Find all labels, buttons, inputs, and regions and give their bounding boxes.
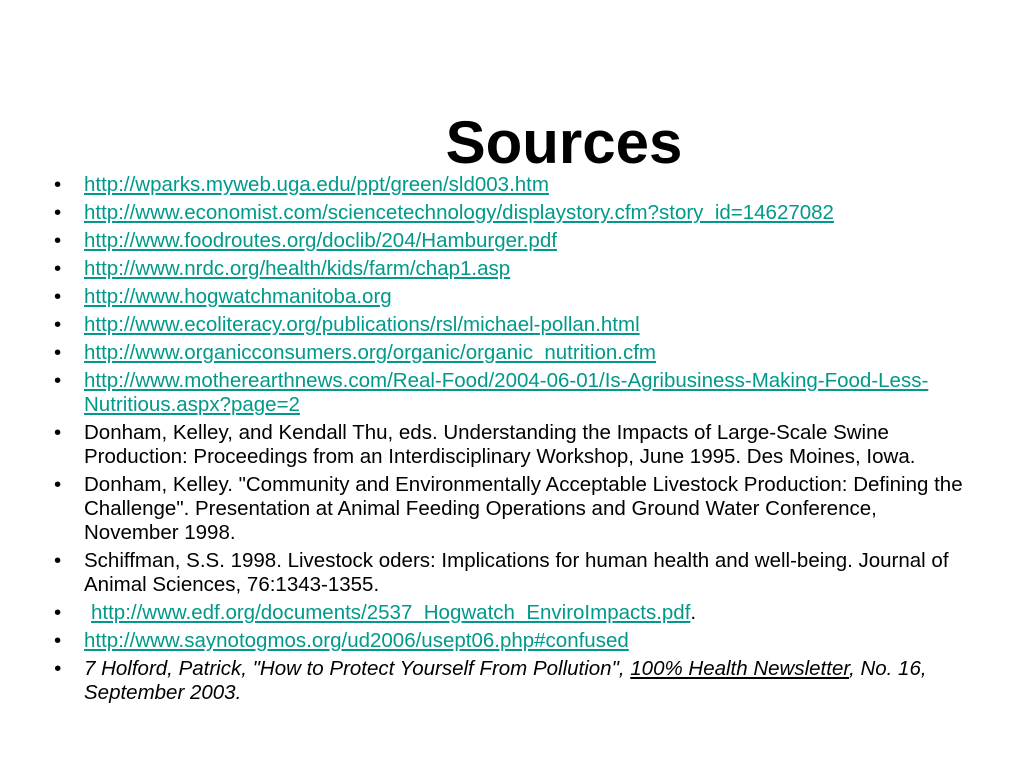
bullet-icon: • (54, 549, 62, 572)
citation-suffix: . (690, 601, 697, 624)
bullet-icon: • (54, 201, 62, 224)
source-link[interactable]: http://www.organicconsumers.org/organic/organic_nutrition.cfm (84, 341, 656, 364)
source-link[interactable]: http://www.nrdc.org/health/kids/farm/chap1.asp (84, 257, 511, 280)
newsletter-link[interactable]: 100% Health Newsletter (630, 657, 850, 680)
bullet-icon: • (54, 473, 62, 496)
bullet-icon: • (54, 657, 62, 680)
citation-text: Donham, Kelley, and Kendall Thu, eds. Understanding the Impacts of Large-Scale Swine Production: Proceedings from an Interdisciplinary Workshop, June 1995. Des Moines, Iowa. (84, 421, 916, 468)
list-item (54, 313, 966, 337)
bullet-icon: • (54, 173, 62, 196)
citation-prefix: 7 Holford, Patrick, "How to Protect Yourself From Pollution", (84, 657, 631, 680)
source-link[interactable]: http://wparks.myweb.uga.edu/ppt/green/sld003.htm (84, 173, 549, 196)
bullet-icon: • (54, 421, 62, 444)
source-link[interactable]: http://www.ecoliteracy.org/publications/rsl/michael-pollan.html (84, 313, 640, 336)
list-item (54, 473, 966, 545)
source-link[interactable]: http://www.hogwatchmanitoba.org (84, 285, 392, 308)
bullet-icon: • (54, 601, 62, 624)
citation-text: Schiffman, S.S. 1998. Livestock oders: Implications for human health and well-being. Journal of Animal Sciences, 76:1343-1355. (84, 549, 949, 596)
bullet-icon: • (54, 629, 62, 652)
list-item (54, 549, 966, 597)
bullet-icon: • (54, 369, 62, 392)
bullet-icon: • (54, 285, 62, 308)
source-link[interactable]: http://www.motherearthnews.com/Real-Food/2004-06-01/Is-Agribusiness-Making-Food-Less-Nutritious.aspx?page=2 (84, 369, 929, 416)
source-link[interactable]: http://www.saynotogmos.org/ud2006/usept06.php#confused (84, 629, 629, 652)
bullet-icon: • (54, 257, 62, 280)
list-item (54, 629, 966, 653)
list-item (54, 601, 966, 625)
list-item (54, 369, 966, 417)
source-link[interactable]: http://www.economist.com/sciencetechnology/displaystory.cfm?story_id=14627082 (84, 201, 834, 224)
source-link[interactable]: http://www.foodroutes.org/doclib/204/Hamburger.pdf (84, 229, 557, 252)
list-item (54, 657, 966, 705)
bullet-icon: • (54, 229, 62, 252)
citation-text: Donham, Kelley. "Community and Environmentally Acceptable Livestock Production: Defining the Challenge". Presentation at Animal Feeding Operations and Ground Water Conference, November 1998. (84, 473, 963, 544)
page-title: Sources (445, 109, 683, 176)
list-item (54, 173, 966, 197)
sources-list (54, 173, 966, 709)
citation-suffix: , No. 16, September 2003. (84, 657, 927, 704)
list-item (54, 285, 966, 309)
list-item (54, 421, 966, 469)
list-item (54, 341, 966, 365)
bullet-icon: • (54, 341, 62, 364)
source-link[interactable]: http://www.edf.org/documents/2537_Hogwatch_EnviroImpacts.pdf (91, 601, 691, 624)
list-item (54, 257, 966, 281)
list-item (54, 201, 966, 225)
bullet-icon: • (54, 313, 62, 336)
list-item (54, 229, 966, 253)
